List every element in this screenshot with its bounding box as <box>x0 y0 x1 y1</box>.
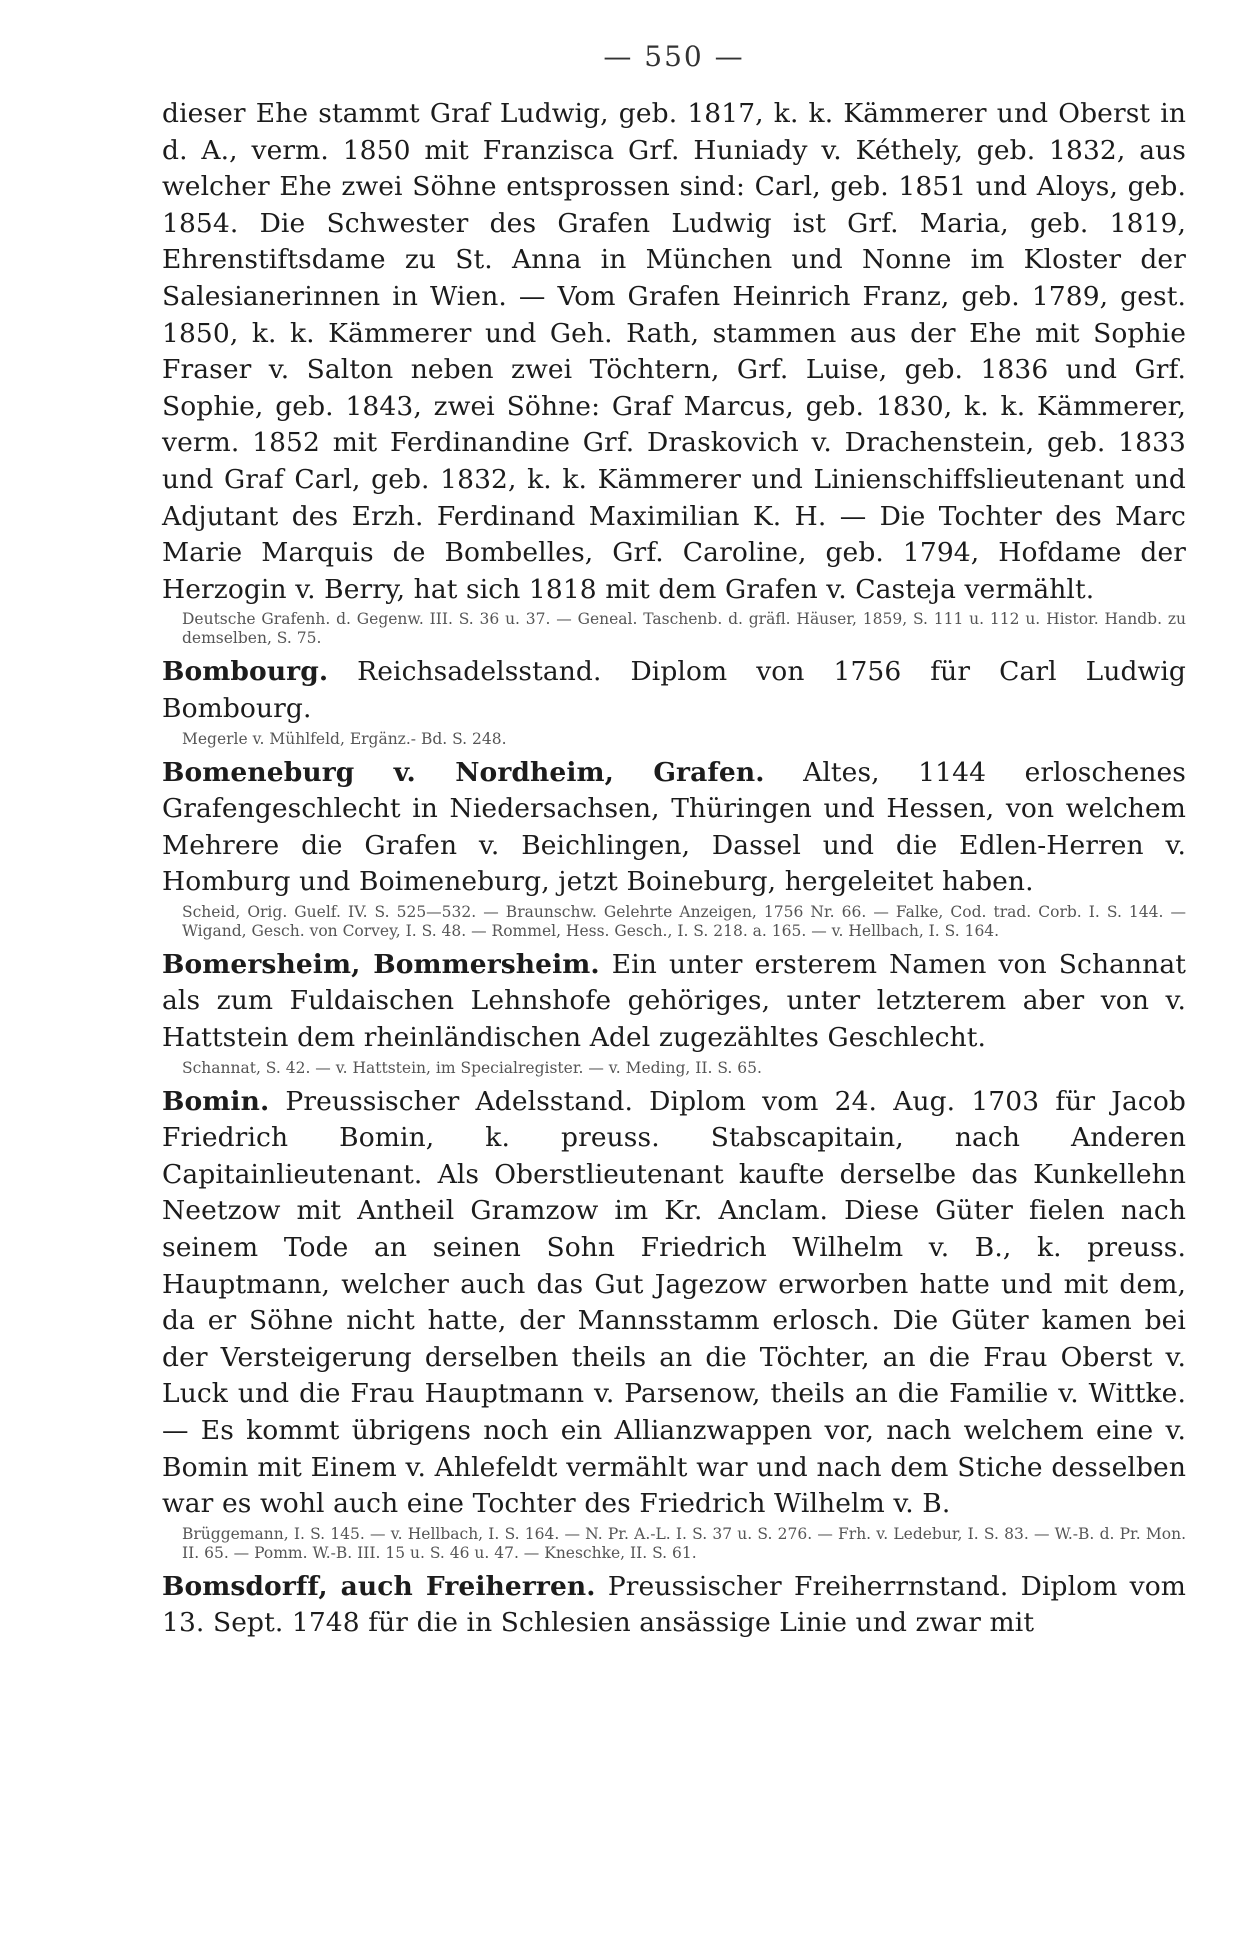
entry-text: Preussischer Adelsstand. Diplom vom 24. Aug. 1703 für Jacob Friedrich Bomin, k. preuss. Stabscapitain, nach Anderen Capitainlieutenant. Als Oberstlieutenant kaufte derselbe das Kunkellehn Neetzow mit Antheil Gramzow im Kr. Anclam. Diese Güter fielen nach seinem Tode an seinen Sohn Friedrich Wilhelm v. B., k. preuss. Hauptmann, welcher auch das Gut Jagezow erworben hatte und mit dem, da er Söhne nicht hatte, der Mannsstamm erlosch. Die Güter kamen bei der Versteigerung derselben theils an die Töchter, an die Frau Oberst v. Luck und die Frau Hauptmann v. Parsenow, theils an die Familie v. Wittke. — Es kommt übrigens noch ein Allianzwappen vor, nach welchem eine v. Bomin mit Einem v. Ahlefeldt vermählt war und nach dem Stiche desselben war es wohl auch eine Tochter des Friedrich Wilhelm v. B. <box>162 1085 1186 1520</box>
source-citation: Schannat, S. 42. — v. Hattstein, im Specialregister. — v. Meding, II. S. 65. <box>182 1058 762 1077</box>
entry-heading: Bomsdorff, auch Freiherren. <box>162 1570 596 1602</box>
entry-bomsdorff <box>162 1569 1186 1642</box>
entry-heading: Bomersheim, Bommersheim. <box>162 948 600 980</box>
entry-text: Altes, 1144 erloschenes Grafengeschlecht in Niedersachsen, Thüringen und Hessen, von welchem Mehrere die Grafen v. Beichlingen, Dassel und die Edlen-Herren v. Homburg und Boimeneburg, jetzt Boineburg, hergeleitet haben. <box>162 756 1186 898</box>
source-citation: Megerle v. Mühlfeld, Ergänz.- Bd. S. 248. <box>182 729 507 748</box>
continued-paragraph: dieser Ehe stammt Graf Ludwig, geb. 1817, k. k. Kämmerer und Oberst in d. A., verm. 1850 mit Franzisca Grf. Huniady v. Kéthely, geb. 1832, aus welcher Ehe zwei Söhne entsprossen sind: Carl, geb. 1851 und Aloys, geb. 1854. Die Schwester des Grafen Ludwig ist Grf. Maria, geb. 1819, Ehrenstiftsdame zu St. Anna in München und Nonne im Kloster der Salesianerinnen in Wien. — Vom Grafen Heinrich Franz, geb. 1789, gest. 1850, k. k. Kämmerer und Geh. Rath, stammen aus der Ehe mit Sophie Fraser v. Salton neben zwei Töchtern, Grf. Luise, geb. 1836 und Grf. Sophie, geb. 1843, zwei Söhne: Graf Marcus, geb. 1830, k. k. Kämmerer, verm. 1852 mit Ferdinandine Grf. Draskovich v. Drachenstein, geb. 1833 und Graf Carl, geb. 1832, k. k. Kämmerer und Linienschiffslieutenant und Adjutant des Erzh. Ferdinand Maximilian K. H. — Die Tochter des Marc Marie Marquis de Bombelles, Grf. Caroline, geb. 1794, Hofdame der Herzogin v. Berry, hat sich 1818 mit dem Grafen v. Casteja vermählt. <box>162 98 1186 605</box>
source-citation: Brüggemann, I. S. 145. — v. Hellbach, I. S. 164. — N. Pr. A.-L. I. S. 37 u. S. 276. — Frh. v. Ledebur, I. S. 83. — W.-B. d. Pr. Mon. II. 65. — Pomm. W.-B. III. 15 u. S. 46 u. 47. — Kneschke, II. S. 61. <box>182 1524 1186 1562</box>
page-number: — 550 — <box>603 40 745 73</box>
entry-heading: Bombourg. <box>162 656 329 688</box>
source-citation: Scheid, Orig. Guelf. IV. S. 525—532. — Braunschw. Gelehrte Anzeigen, 1756 Nr. 66. — Falke, Cod. trad. Corb. I. S. 144. — Wigand, Gesch. von Corvey, I. S. 48. — Rommel, Hess. Gesch., I. S. 218. a. 165. — v. Hellbach, I. S. 164. <box>182 902 1186 940</box>
source-citation: Deutsche Grafenh. d. Gegenw. III. S. 36 u. 37. — Geneal. Taschenb. d. gräfl. Häuser, 1859, S. 111 u. 112 u. Histor. Handb. zu demselben, S. 75. <box>182 610 1186 648</box>
entry-bombourg <box>162 654 1186 748</box>
entry-text: Preussischer Freiherrnstand. Diplom vom 13. Sept. 1748 für die in Schlesien ansässige Linie und zwar mit <box>162 1570 1186 1639</box>
entry-heading: Bomin. <box>162 1085 270 1117</box>
entry-bomin <box>162 1084 1186 1563</box>
entry-text: Ein unter ersterem Namen von Schannat als zum Fuldaischen Lehnshofe gehöriges, unter letzterem aber von v. Hattstein dem rheinländischen Adel zugezähltes Geschlecht. <box>162 948 1186 1054</box>
entry-bomersheim <box>162 947 1186 1078</box>
entry-heading: Bomeneburg v. Nordheim, Grafen. <box>162 756 765 788</box>
entry-bomeneburg <box>162 755 1186 941</box>
entry-text: Reichsadelsstand. Diplom von 1756 für Carl Ludwig Bombourg. <box>162 656 1186 724</box>
